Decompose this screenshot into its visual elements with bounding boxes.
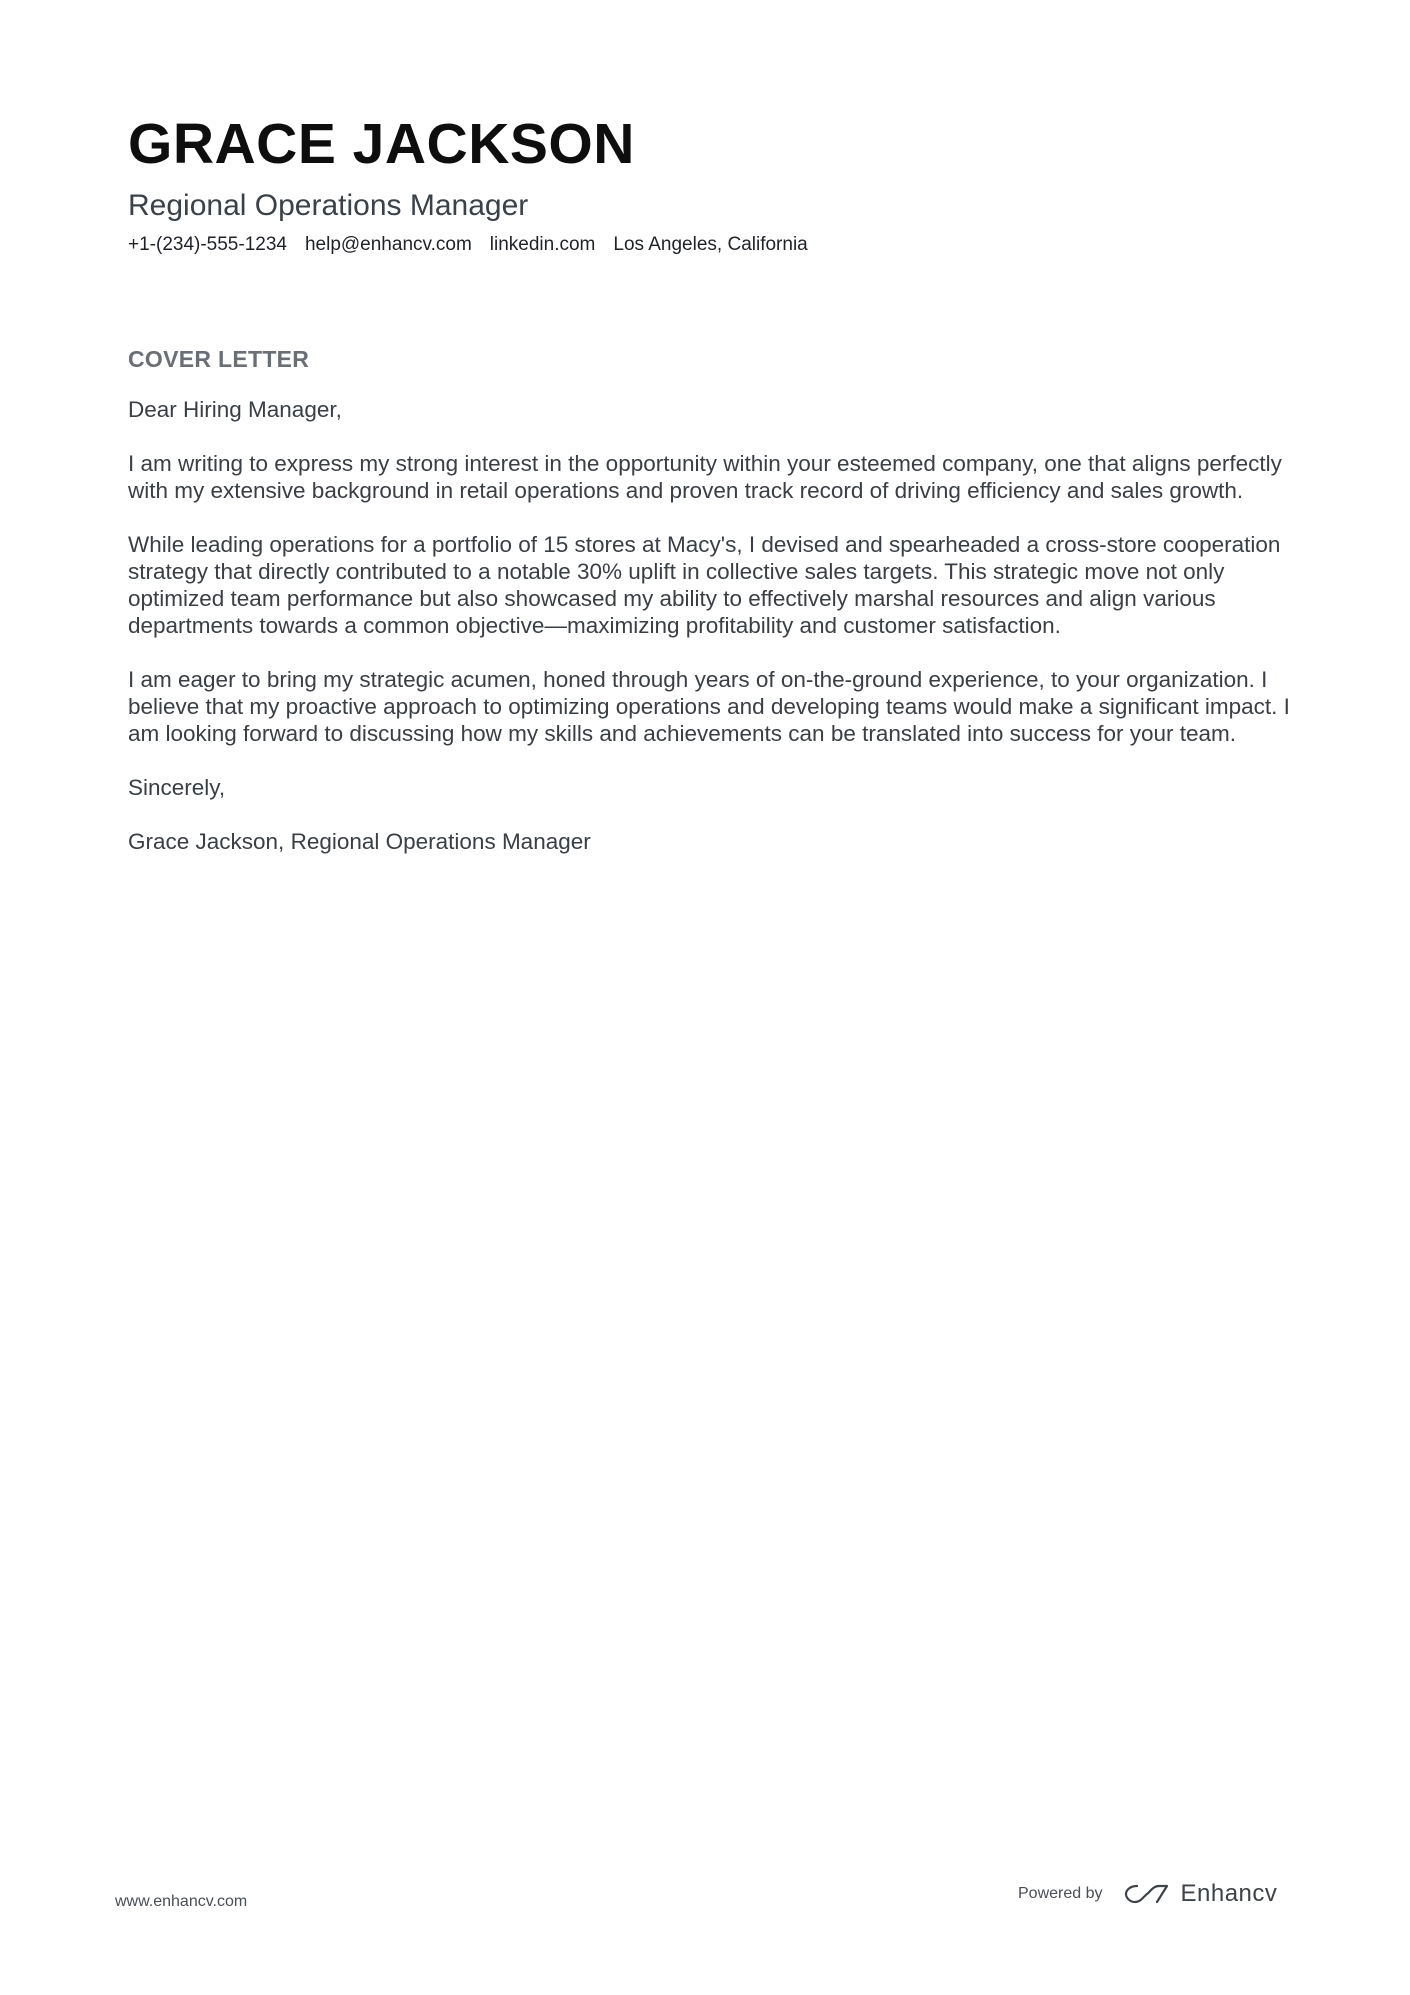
salutation: Dear Hiring Manager, <box>128 397 342 422</box>
enhancv-logo-icon <box>1123 1881 1171 1907</box>
paragraph-achievement: While leading operations for a portfolio of 15 stores at Macy's, I devised and spearheaded a cross-store cooperation strategy that directly contributed to a notable 30% uplift in collective sales targets. This strategic move not only optimized team performance but also showcased my ability to effectively marshal resources and align various departments towards a common objective—maximizing profitability and customer satisfaction. <box>128 532 1281 638</box>
email[interactable]: help@enhancv.com <box>304 234 472 255</box>
paragraph-closing: I am eager to bring my strategic acumen, honed through years of on-the-ground experience, to your organization. I believe that my proactive approach to optimizing operations and developing teams would make a significant impact. I am looking forward to discussing how my skills and achievements can be translated into success for your team. <box>128 667 1290 746</box>
powered-by-label: Powered by <box>1018 1885 1103 1902</box>
brand-name: Enhancv <box>1180 1880 1278 1907</box>
header <box>128 108 1288 258</box>
location: Los Angeles, California <box>613 234 808 255</box>
footer-url[interactable]: www.enhancv.com <box>115 1893 248 1910</box>
signature: Grace Jackson, Regional Operations Manager <box>128 829 591 854</box>
footer-brand <box>1018 1880 1277 1908</box>
phone: +1-(234)-555-1234 <box>128 234 287 255</box>
closing: Sincerely, <box>128 775 226 800</box>
linkedin-link[interactable]: linkedin.com <box>489 234 596 255</box>
paragraph-intro: I am writing to express my strong interest in the opportunity within your esteemed company, one that aligns perfectly with my extensive background in retail operations and proven track record of driving efficiency and sales growth. <box>128 451 1282 503</box>
brand-logo[interactable] <box>1123 1880 1278 1908</box>
contact-info <box>128 232 1288 258</box>
letter-body <box>128 344 1298 882</box>
section-title: COVER LETTER <box>128 346 310 372</box>
candidate-name: GRACE JACKSON <box>128 112 635 176</box>
job-title: Regional Operations Manager <box>128 189 529 222</box>
